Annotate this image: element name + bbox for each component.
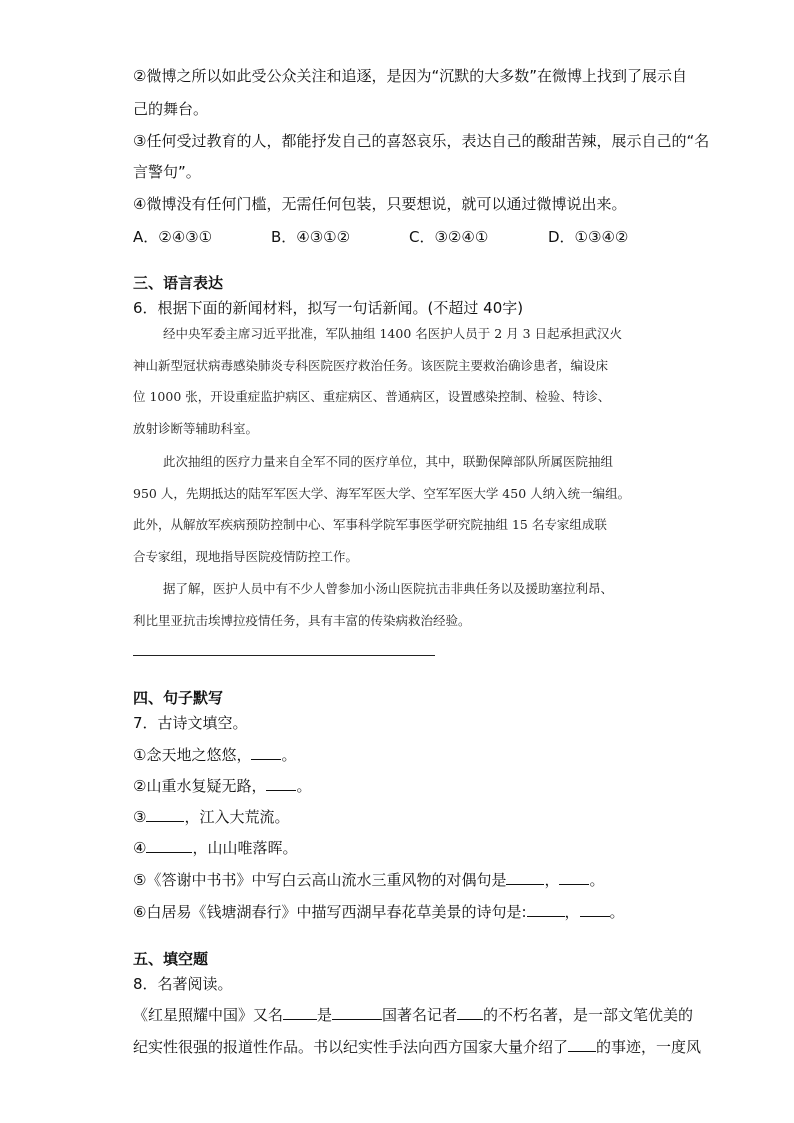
section-3-heading: 三、语言表达 xyxy=(133,274,224,292)
q5-item-3-line2: 言警句”。 xyxy=(133,163,201,181)
poem-line-3: ③ ，江入大荒流。 xyxy=(133,808,290,826)
section-4-heading: 四、句子默写 xyxy=(133,689,224,707)
answer-blank[interactable] xyxy=(506,870,544,885)
answer-blank[interactable] xyxy=(527,902,565,917)
option-b: B．④③①② xyxy=(271,228,351,246)
news-line: 神山新型冠状病毒感染肺炎专科医院医疗救治任务。该医院主要救治确诊患者，编设床 xyxy=(133,358,609,373)
poem-line-6: ⑥白居易《钱塘湖春行》中描写西湖早春花草美景的诗句是: ， 。 xyxy=(133,903,625,921)
news-line: 据了解，医护人员中有不少人曾参加小汤山医院抗击非典任务以及援助塞拉利昂、 xyxy=(163,581,614,596)
answer-blank[interactable] xyxy=(332,1005,382,1020)
answer-blank[interactable] xyxy=(580,902,610,917)
q5-item-3-line1: ③任何受过教育的人，都能抒发自己的喜怒哀乐，表达自己的酸甜苦辣，展示自己的“名 xyxy=(133,132,710,150)
section-5-heading: 五、填空题 xyxy=(133,950,209,968)
news-line: 经中央军委主席习近平批准，军队抽组 1400 名医护人员于 2 月 3 日起承担武汉火 xyxy=(163,326,623,341)
paragraph-line-2: 纪实性很强的报道性作品。书以纪实性手法向西方国家大量介绍了 的事迹，一度风 xyxy=(133,1038,702,1056)
poem-line-2: ②山重水复疑无路， 。 xyxy=(133,777,312,795)
question-7: 7．古诗文填空。 xyxy=(133,714,248,732)
news-line: 利比里亚抗击埃博拉疫情任务，具有丰富的传染病救治经验。 xyxy=(133,613,471,628)
poem-line-4: ④ ，山山唯落晖。 xyxy=(133,839,298,857)
question-6: 6．根据下面的新闻材料，拟写一句话新闻。(不超过 40字) xyxy=(133,299,524,317)
q5-item-4: ④微博没有任何门槛，无需任何包装，只要想说，就可以通过微博说出来。 xyxy=(133,195,627,213)
paragraph-line-1: 《红星照耀中国》又名 是 国著名记者 的不朽名著，是一部文笔优美的 xyxy=(133,1006,694,1024)
answer-blank[interactable] xyxy=(568,1037,596,1052)
question-8: 8．名著阅读。 xyxy=(133,975,233,993)
news-line: 此次抽组的医疗力量来自全军不同的医疗单位，其中，联勤保障部队所属医院抽组 xyxy=(163,454,614,469)
poem-line-1: ①念天地之悠悠， 。 xyxy=(133,746,297,764)
answer-blank[interactable] xyxy=(283,1005,317,1020)
answer-blank[interactable] xyxy=(457,1005,483,1020)
news-line: 放射诊断等辅助科室。 xyxy=(133,421,259,436)
answer-blank[interactable] xyxy=(266,776,296,791)
news-line: 此外，从解放军疾病预防控制中心、军事科学院军事医学研究院抽组 15 名专家组成联 xyxy=(133,517,607,532)
answer-blank[interactable] xyxy=(146,807,184,822)
answer-line[interactable] xyxy=(133,655,435,656)
poem-line-5: ⑤《答谢中书书》中写白云高山流水三重风物的对偶句是 ， 。 xyxy=(133,871,605,889)
answer-blank[interactable] xyxy=(559,870,589,885)
q5-item-2-line2: 己的舞台。 xyxy=(133,100,209,118)
news-line: 950 人，先期抵达的陆军军医大学、海军军医大学、空军军医大学 450 人纳入统一编组。 xyxy=(133,486,631,501)
news-line: 合专家组，现地指导医院疫情防控工作。 xyxy=(133,549,359,564)
answer-blank[interactable] xyxy=(251,745,281,760)
q5-item-2-line1: ②微博之所以如此受公众关注和追逐，是因为“沉默的大多数”在微博上找到了展示自 xyxy=(133,67,687,85)
option-a: A．②④③① xyxy=(133,228,213,246)
option-d: D．①③④② xyxy=(548,228,629,246)
option-c: C．③②④① xyxy=(409,228,489,246)
news-line: 位 1000 张，开设重症监护病区、重症病区、普通病区，设置感染控制、检验、特诊、 xyxy=(133,389,611,404)
answer-blank[interactable] xyxy=(146,838,192,853)
